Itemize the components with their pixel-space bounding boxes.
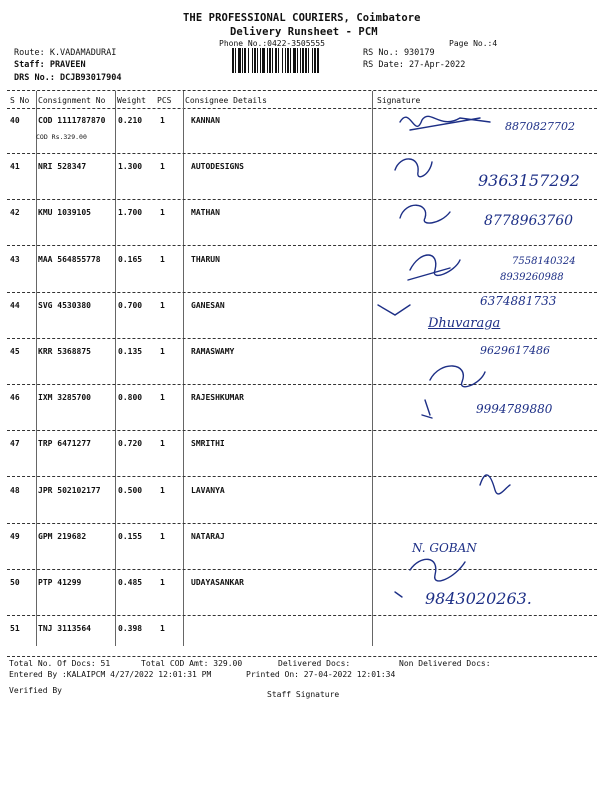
cell-pcs: 1 — [160, 116, 165, 125]
cell-pcs: 1 — [160, 578, 165, 587]
col-header-consignment: Consignment No — [38, 96, 106, 105]
cell-consignment: SVG 4530380 — [38, 301, 91, 310]
handwritten-name-49: N. GOBAN — [412, 541, 477, 555]
handwritten-name-45: Dhuvaraga — [428, 316, 501, 331]
cell-sno: 46 — [10, 393, 20, 402]
cell-sno: 44 — [10, 301, 20, 310]
signature-45 — [430, 366, 485, 387]
document-title: Delivery Runsheet - PCM — [230, 26, 378, 38]
barcode — [232, 48, 354, 73]
cell-consignee: RAJESHKUMAR — [191, 393, 244, 402]
handwritten-phone-43a: 7558140324 — [512, 256, 576, 267]
cell-weight: 0.155 — [118, 532, 143, 541]
column-divider — [36, 91, 37, 646]
cell-sno: 45 — [10, 347, 20, 356]
col-header-weight: Weight — [117, 96, 146, 105]
column-divider — [115, 91, 116, 646]
cell-sno: 41 — [10, 162, 20, 171]
signature-48 — [480, 475, 510, 494]
cell-pcs: 1 — [160, 162, 165, 171]
signature-46 — [422, 400, 432, 418]
company-name: THE PROFESSIONAL COURIERS, Coimbatore — [183, 12, 421, 24]
handwritten-phone-42: 8778963760 — [484, 213, 574, 229]
cell-consignment: TRP 6471277 — [38, 439, 91, 448]
cell-consignment: KMU 1039105 — [38, 208, 91, 217]
cell-weight: 0.800 — [118, 393, 143, 402]
cell-consignee: AUTODESIGNS — [191, 162, 244, 171]
col-header-pcs: PCS — [157, 96, 172, 105]
cell-consignment: MAA 564855778 — [38, 255, 101, 264]
handwritten-phone-46: 9994789880 — [476, 402, 553, 416]
signature-41 — [395, 159, 432, 177]
signature-40 — [400, 116, 490, 130]
cell-weight: 0.700 — [118, 301, 143, 310]
cell-sno: 48 — [10, 486, 20, 495]
cell-weight: 0.165 — [118, 255, 143, 264]
signature-44 — [378, 305, 410, 315]
printed-on: Printed On: 27-04-2022 12:01:34 — [246, 670, 396, 679]
cell-consignment: PTP 41299 — [38, 578, 82, 587]
cell-sno: 42 — [10, 208, 20, 217]
cell-pcs: 1 — [160, 347, 165, 356]
cell-pcs: 1 — [160, 393, 165, 402]
cell-pcs: 1 — [160, 624, 165, 633]
cell-consignee: NATARAJ — [191, 532, 225, 541]
cod-note: COD Rs.329.00 — [36, 133, 87, 141]
cell-consignment: KRR 5368875 — [38, 347, 91, 356]
handwritten-phone-44: 6374881733 — [480, 294, 557, 308]
cell-consignee: GANESAN — [191, 301, 225, 310]
rs-date: RS Date: 27-Apr-2022 — [363, 60, 466, 70]
staff: Staff: PRAVEEN — [14, 60, 86, 70]
entered-by: Entered By :KALAIPCM 4/27/2022 12:01:31 PM — [9, 670, 212, 679]
non-delivered-docs: Non Delivered Docs: — [399, 659, 491, 668]
page-number: Page No.:4 — [449, 39, 498, 48]
signature-43 — [408, 255, 460, 280]
handwritten-phone-43b: 8939260988 — [500, 272, 564, 283]
cell-sno: 40 — [10, 116, 20, 125]
header-top-rule — [7, 90, 597, 91]
delivered-docs: Delivered Docs: — [278, 659, 351, 668]
route: Route: K.VADAMADURAI — [14, 48, 117, 58]
cell-consignee: THARUN — [191, 255, 220, 264]
cell-weight: 1.700 — [118, 208, 143, 217]
rs-number: RS No.: 930179 — [363, 48, 435, 58]
cell-weight: 0.210 — [118, 116, 143, 125]
handwritten-phone-40: 8870827702 — [505, 120, 575, 133]
cell-consignment: JPR 502102177 — [38, 486, 101, 495]
footer-rule — [7, 656, 597, 657]
cell-weight: 0.135 — [118, 347, 143, 356]
col-header-sno: S No — [10, 96, 30, 105]
cell-sno: 50 — [10, 578, 20, 587]
handwritten-phone-41: 9363157292 — [478, 171, 580, 190]
column-divider — [183, 91, 184, 646]
cell-pcs: 1 — [160, 255, 165, 264]
cell-consignee: KANNAN — [191, 116, 220, 125]
cell-consignment: TNJ 3113564 — [38, 624, 91, 633]
verified-by: Verified By — [9, 686, 62, 695]
cell-sno: 43 — [10, 255, 20, 264]
col-header-consignee: Consignee Details — [185, 96, 267, 105]
cell-consignment: COD 1111787870 — [38, 116, 106, 125]
cell-consignee: RAMASWAMY — [191, 347, 235, 356]
cell-sno: 51 — [10, 624, 20, 633]
col-header-signature: Signature — [377, 96, 421, 105]
cell-pcs: 1 — [160, 439, 165, 448]
cell-weight: 1.300 — [118, 162, 143, 171]
cell-consignee: MATHAN — [191, 208, 220, 217]
cell-pcs: 1 — [160, 301, 165, 310]
cell-consignment: IXM 3285700 — [38, 393, 91, 402]
phone-number: Phone No.:0422-3505555 — [219, 39, 325, 48]
cell-consignment: NRI 528347 — [38, 162, 87, 171]
cell-pcs: 1 — [160, 208, 165, 217]
cell-consignee: LAVANYA — [191, 486, 225, 495]
cell-consignee: SMRITHI — [191, 439, 225, 448]
cell-sno: 47 — [10, 439, 20, 448]
cell-pcs: 1 — [160, 486, 165, 495]
cell-weight: 0.398 — [118, 624, 143, 633]
cell-weight: 0.485 — [118, 578, 143, 587]
cell-weight: 0.500 — [118, 486, 143, 495]
cell-consignee: UDAYASANKAR — [191, 578, 244, 587]
handwritten-phone-45: 9629617486 — [480, 344, 550, 357]
cell-weight: 0.720 — [118, 439, 143, 448]
total-docs: Total No. Of Docs: 51 — [9, 659, 111, 668]
cell-consignment: GPM 219682 — [38, 532, 87, 541]
drs-number: DRS No.: DCJB93017904 — [14, 73, 122, 83]
total-cod-amount: Total COD Amt: 329.00 — [141, 659, 243, 668]
staff-signature: Staff Signature — [267, 690, 340, 699]
cell-pcs: 1 — [160, 532, 165, 541]
signature-42 — [400, 205, 450, 223]
cell-sno: 49 — [10, 532, 20, 541]
handwritten-phone-50: 9843020263. — [425, 589, 532, 608]
